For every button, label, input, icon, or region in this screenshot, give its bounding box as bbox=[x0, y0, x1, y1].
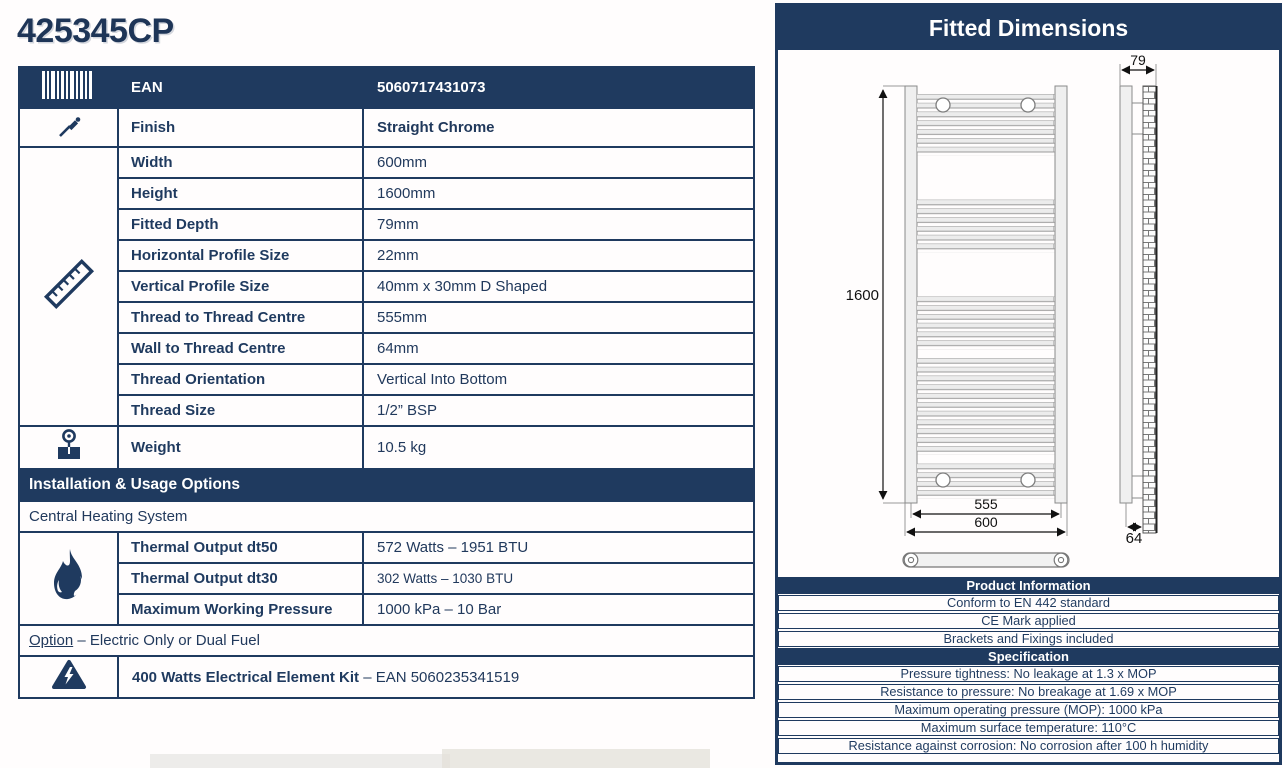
page-title: 425345CP bbox=[17, 12, 174, 50]
row-value: 1000 kPa – 10 Bar bbox=[363, 594, 754, 625]
specification-header: Specification bbox=[778, 648, 1279, 665]
spec-table bbox=[18, 66, 755, 699]
radiator-diagram-svg bbox=[778, 50, 1278, 577]
table-row bbox=[19, 364, 754, 395]
row-value: 79mm bbox=[363, 209, 754, 240]
row-label: Maximum Working Pressure bbox=[118, 594, 363, 625]
wall-bricks bbox=[1143, 86, 1156, 533]
fitted-dimensions-panel bbox=[775, 3, 1282, 765]
radiator-top-view bbox=[903, 553, 1069, 567]
radiator-diagram bbox=[778, 50, 1279, 577]
wall-to-thread-dimension-label: 64 bbox=[1125, 530, 1143, 547]
product-information-row: Conform to EN 442 standard bbox=[778, 595, 1279, 611]
background-watermark bbox=[442, 749, 710, 768]
row-label: Fitted Depth bbox=[118, 209, 363, 240]
row-label: Thread Orientation bbox=[118, 364, 363, 395]
background-watermark bbox=[150, 754, 450, 768]
side-view-brackets bbox=[1132, 103, 1143, 498]
option-suffix: – Electric Only or Dual Fuel bbox=[73, 632, 260, 649]
row-value: 40mm x 30mm D Shaped bbox=[363, 271, 754, 302]
element-bold-text: 400 Watts Electrical Element Kit bbox=[132, 668, 360, 686]
electric-warning-icon bbox=[19, 656, 118, 698]
table-row bbox=[19, 426, 754, 469]
width-dimension-label: 600 bbox=[974, 514, 998, 530]
barcode-icon bbox=[19, 67, 118, 108]
height-dimension-label: 1600 bbox=[845, 287, 879, 304]
table-row bbox=[19, 302, 754, 333]
row-label: Height bbox=[118, 178, 363, 209]
row-value: 302 Watts – 1030 BTU bbox=[363, 563, 754, 594]
specification-row: Resistance against corrosion: No corrosion after 100 h humidity bbox=[778, 738, 1279, 754]
row-label: Thread Size bbox=[118, 395, 363, 426]
product-information-row: CE Mark applied bbox=[778, 613, 1279, 629]
row-label: Thermal Output dt30 bbox=[118, 563, 363, 594]
table-row bbox=[19, 271, 754, 302]
row-value: 555mm bbox=[363, 302, 754, 333]
row-label: Thermal Output dt50 bbox=[118, 532, 363, 563]
row-value: 64mm bbox=[363, 333, 754, 364]
row-label: Horizontal Profile Size bbox=[118, 240, 363, 271]
specification-row: Pressure tightness: No leakage at 1.3 x MOP bbox=[778, 666, 1279, 682]
thread-centres-dimension-label: 555 bbox=[974, 496, 998, 512]
ruler-icon bbox=[19, 147, 118, 426]
usage-row-text: Central Heating System bbox=[19, 501, 754, 532]
table-row bbox=[19, 147, 754, 178]
row-value: 5060717431073 bbox=[363, 67, 754, 108]
table-row bbox=[19, 178, 754, 209]
row-label: Wall to Thread Centre bbox=[118, 333, 363, 364]
side-view-rail bbox=[1120, 86, 1132, 503]
section-band-label: Installation & Usage Options bbox=[19, 469, 754, 501]
radiator-bars bbox=[917, 94, 1055, 499]
product-information-row: Brackets and Fixings included bbox=[778, 631, 1279, 647]
table-row bbox=[19, 67, 754, 108]
fitted-dimensions-title: Fitted Dimensions bbox=[778, 6, 1279, 50]
row-label: Vertical Profile Size bbox=[118, 271, 363, 302]
depth-dimension-label: 79 bbox=[1130, 52, 1146, 68]
paintbrush-icon bbox=[19, 108, 118, 147]
row-label: Width bbox=[118, 147, 363, 178]
option-prefix: Option bbox=[29, 632, 74, 649]
radiator-left-rail bbox=[905, 86, 917, 503]
row-value: 1600mm bbox=[363, 178, 754, 209]
table-row bbox=[19, 625, 754, 656]
row-label: Weight bbox=[118, 426, 363, 469]
table-row bbox=[19, 209, 754, 240]
specification-row: Resistance to pressure: No breakage at 1.69 x MOP bbox=[778, 684, 1279, 700]
element-row bbox=[118, 656, 754, 698]
scale-icon bbox=[19, 426, 118, 469]
element-rest-text: – EAN 5060235341519 bbox=[359, 668, 520, 686]
row-label: EAN bbox=[118, 67, 363, 108]
table-row bbox=[19, 594, 754, 625]
row-value: 22mm bbox=[363, 240, 754, 271]
section-band bbox=[19, 469, 754, 501]
table-row bbox=[19, 108, 754, 147]
specification-row: Maximum surface temperature: 110°C bbox=[778, 720, 1279, 736]
table-row bbox=[19, 656, 754, 698]
row-value: 10.5 kg bbox=[363, 426, 754, 469]
table-row bbox=[19, 395, 754, 426]
product-information-header: Product Information bbox=[778, 577, 1279, 594]
specification-row: Maximum operating pressure (MOP): 1000 kPa bbox=[778, 702, 1279, 718]
row-label: Thread to Thread Centre bbox=[118, 302, 363, 333]
table-row bbox=[19, 240, 754, 271]
table-row bbox=[19, 563, 754, 594]
row-value: 1/2” BSP bbox=[363, 395, 754, 426]
row-value: 572 Watts – 1951 BTU bbox=[363, 532, 754, 563]
row-value: Vertical Into Bottom bbox=[363, 364, 754, 395]
table-row bbox=[19, 501, 754, 532]
flame-icon bbox=[19, 532, 118, 625]
row-value: 600mm bbox=[363, 147, 754, 178]
table-row bbox=[19, 532, 754, 563]
table-row bbox=[19, 333, 754, 364]
option-row bbox=[19, 625, 754, 656]
row-label: Finish bbox=[118, 108, 363, 147]
row-value: Straight Chrome bbox=[363, 108, 754, 147]
radiator-right-rail bbox=[1055, 86, 1067, 503]
